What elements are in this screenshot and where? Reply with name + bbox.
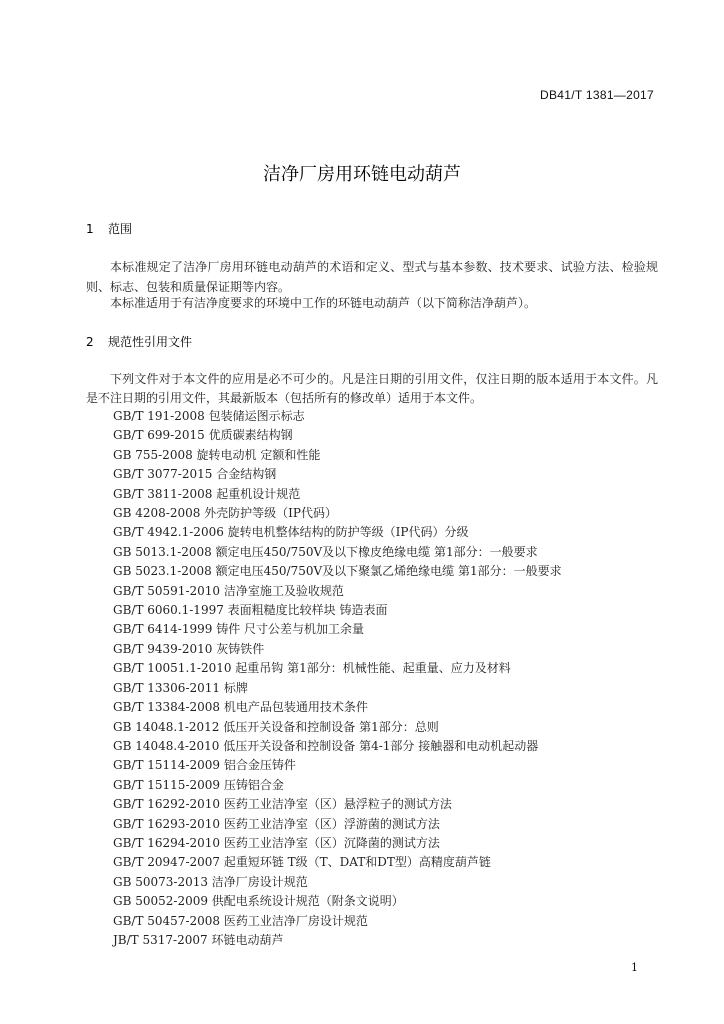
reference-item: GB/T 6414-1999 铸件 尺寸公差与机加工余量 <box>113 622 365 637</box>
section-heading-normative-references <box>86 333 192 350</box>
scope-applicability-paragraph: 本标准适用于有洁净度要求的环境中工作的环链电动葫芦（以下简称洁净葫芦）。 <box>110 296 537 310</box>
reference-item: GB/T 3077-2015 合金结构钢 <box>113 467 277 482</box>
section-number: 2 <box>86 335 94 349</box>
reference-list <box>113 407 562 950</box>
reference-item: JB/T 5317-2007 环链电动葫芦 <box>113 932 284 947</box>
section-number: 1 <box>86 222 94 236</box>
reference-item: GB 14048.4-2010 低压开关设备和控制设备 第4-1部分 接触器和电动机起动器 <box>113 738 539 753</box>
page-number: 1 <box>631 961 638 974</box>
reference-item: GB/T 13306-2011 标牌 <box>113 680 248 695</box>
scope-paragraph: 本标准规定了洁净厂房用环链电动葫芦的术语和定义、型式与基本参数、技术要求、试验方法、检验规则、标志、包装和质量保证期等内容。 <box>86 260 658 294</box>
section-title: 范围 <box>108 222 133 236</box>
reference-item: GB 5023.1-2008 额定电压450/750V及以下聚氯乙烯绝缘电缆 第1部分：一般要求 <box>113 564 562 579</box>
reference-item: GB/T 50591-2010 洁净室施工及验收规范 <box>113 583 344 598</box>
reference-item: GB 50073-2013 洁净厂房设计规范 <box>113 874 308 889</box>
reference-item: GB/T 16294-2010 医药工业洁净室（区）沉降菌的测试方法 <box>113 835 440 850</box>
reference-item: GB/T 16293-2010 医药工业洁净室（区）浮游菌的测试方法 <box>113 816 440 831</box>
reference-item: GB/T 15114-2009 铝合金压铸件 <box>113 758 296 773</box>
reference-item: GB/T 191-2008 包装储运图示标志 <box>113 409 305 423</box>
reference-item: GB/T 9439-2010 灰铸铁件 <box>113 641 265 656</box>
reference-item: GB 50052-2009 供配电系统设计规范（附条文说明） <box>113 894 404 909</box>
reference-item: GB/T 699-2015 优质碳素结构钢 <box>113 428 293 443</box>
reference-item: GB/T 50457-2008 医药工业洁净厂房设计规范 <box>113 913 368 928</box>
reference-item: GB/T 3811-2008 起重机设计规范 <box>113 486 301 501</box>
reference-item: GB/T 10051.1-2010 起重吊钩 第1部分：机械性能、起重量、应力及材料 <box>113 661 511 676</box>
reference-item: GB/T 4942.1-2006 旋转电机整体结构的防护等级（IP代码）分级 <box>113 525 469 540</box>
reference-item: GB 755-2008 旋转电动机 定额和性能 <box>113 447 321 462</box>
reference-item: GB/T 6060.1-1997 表面粗糙度比较样块 铸造表面 <box>113 603 388 618</box>
document-title: 洁净厂房用环链电动葫芦 <box>263 164 461 185</box>
references-intro-paragraph: 下列文件对于本文件的应用是必不可少的。凡是注日期的引用文件，仅注日期的版本适用于本文件。凡是不注日期的引用文件，其最新版本（包括所有的修改单）适用于本文件。 <box>86 372 658 405</box>
reference-item: GB/T 20947-2007 起重短环链 T级（T、DAT和DT型）高精度葫芦链 <box>113 855 491 870</box>
reference-item: GB/T 16292-2010 医药工业洁净室（区）悬浮粒子的测试方法 <box>113 797 452 812</box>
reference-item: GB 14048.1-2012 低压开关设备和控制设备 第1部分：总则 <box>113 719 439 734</box>
reference-item: GB/T 15115-2009 压铸铝合金 <box>113 777 284 792</box>
reference-item: GB/T 13384-2008 机电产品包装通用技术条件 <box>113 700 368 715</box>
section-title: 规范性引用文件 <box>108 335 193 349</box>
reference-item: GB 4208-2008 外壳防护等级（IP代码） <box>113 506 337 521</box>
reference-item: GB 5013.1-2008 额定电压450/750V及以下橡皮绝缘电缆 第1部分：一般要求 <box>113 544 538 559</box>
standard-code: DB41/T 1381—2017 <box>540 88 654 102</box>
section-heading-scope <box>86 220 132 237</box>
